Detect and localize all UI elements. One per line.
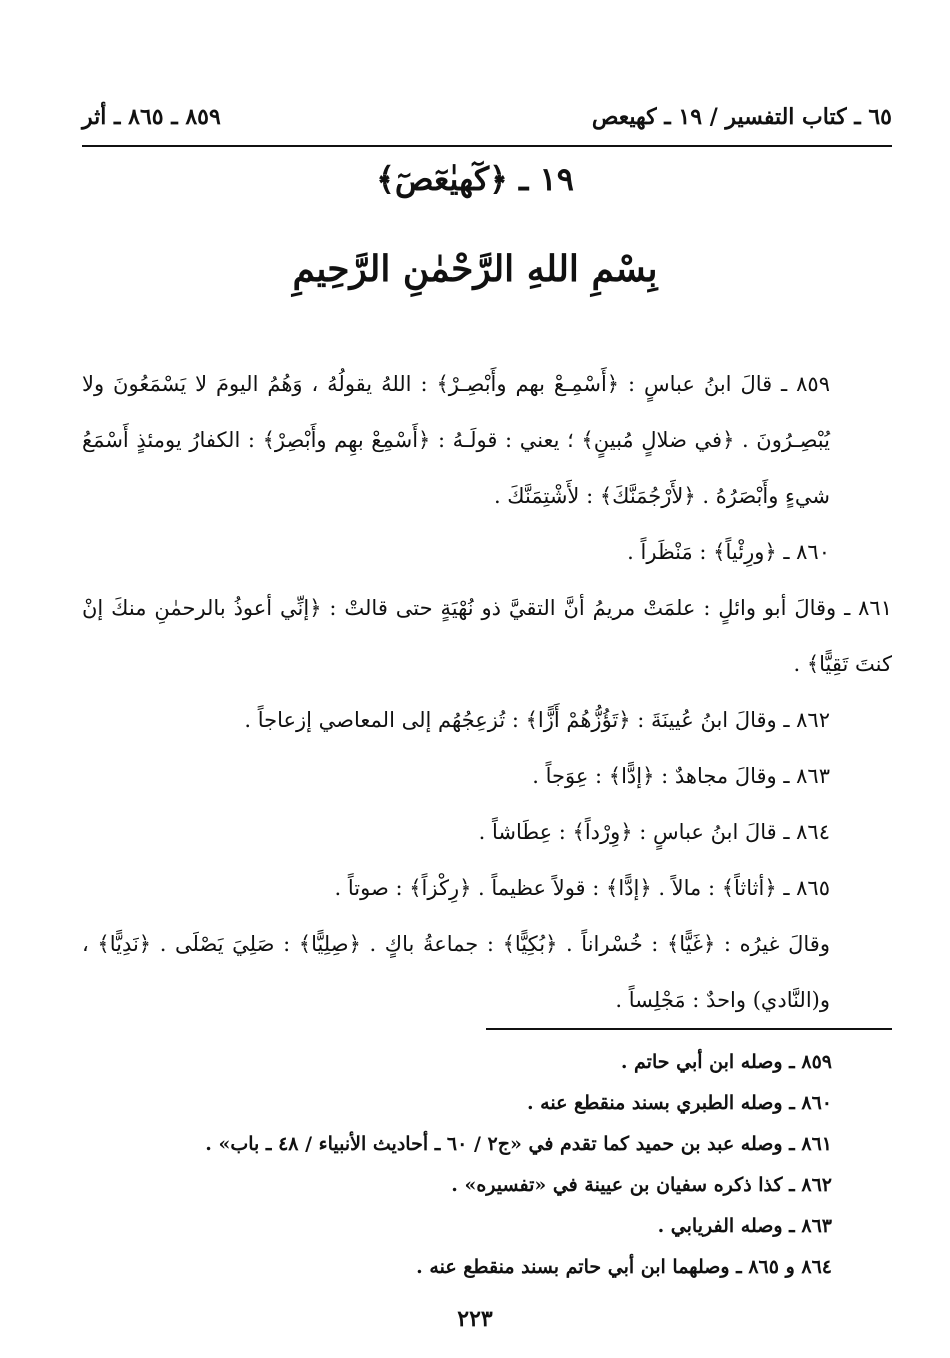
others-commentary: وقالَ غيرُه : ﴿غَيًّا﴾ : خُسْراناً . ﴿بُكِيًّا﴾ : جماعةُ باكٍ . ﴿صِلِيًّا﴾ : صَلِيَ يَصْلَى . ﴿نَدِيًّا﴾ ، و(النَّادي) واحدٌ : مَجْلِساً . bbox=[82, 932, 830, 1012]
athar-861: ٨٦١ ـ وقالَ أبو وائلٍ : علمَتْ مريمُ أنَّ التقيَّ ذو نُهْيَةٍ حتى قالتْ : ﴿إنِّي أعوذُ بالرحمٰنِ منكَ إنْ كنتَ تَقِيًّا﴾ . bbox=[82, 596, 892, 676]
athar-862: ٨٦٢ ـ وقالَ ابنُ عُيينَةَ : ﴿تَؤُزُّهُمْ أَزًّا﴾ : تُزعِجُهُم إلى المعاصي إزعاجاً . bbox=[244, 708, 830, 732]
surah-title: ١٩ ـ ﴿كٓهيٰعٓصٓ﴾ bbox=[376, 160, 574, 198]
footnote-859: ٨٥٩ ـ وصله ابن أبي حاتم . bbox=[620, 1051, 832, 1073]
athar-863: ٨٦٣ ـ وقالَ مجاهدٌ : ﴿إدًّا﴾ : عِوَجاً . bbox=[532, 764, 830, 788]
athar-860: ٨٦٠ ـ ﴿ورِئْياً﴾ : مَنْظَراً . bbox=[627, 540, 830, 564]
footnote-860: ٨٦٠ ـ وصله الطبري بسند منقطع عنه . bbox=[526, 1092, 832, 1114]
header-divider bbox=[82, 145, 892, 147]
footnote-863: ٨٦٣ ـ وصله الفريابي . bbox=[657, 1215, 832, 1237]
running-header bbox=[82, 100, 892, 136]
header-chapter-title: ٦٥ ـ كتاب التفسير / ١٩ ـ كهيعص bbox=[591, 104, 892, 130]
footnotes bbox=[82, 1042, 892, 1288]
footnote-864-865: ٨٦٤ و ٨٦٥ ـ وصلهما ابن أبي حاتم بسند منقطع عنه . bbox=[416, 1256, 832, 1278]
footnote-divider bbox=[486, 1028, 892, 1030]
main-text bbox=[82, 356, 892, 1028]
footnote-861: ٨٦١ ـ وصله عبد بن حميد كما تقدم في «ج٢ / ٦٠ ـ أحاديث الأنبياء / ٤٨ ـ باب» . bbox=[205, 1133, 832, 1155]
footnote-862: ٨٦٢ ـ كذا ذكره سفيان بن عيينة في «تفسيره» . bbox=[451, 1174, 832, 1196]
page-number: ٢٢٣ bbox=[457, 1306, 493, 1332]
basmala: بِسْمِ اللهِ الرَّحْمٰنِ الرَّحِيمِ bbox=[292, 248, 658, 290]
athar-859: ٨٥٩ ـ قالَ ابنُ عباسٍ : ﴿أَسْمِـعْ بهم وأَبْصِـرْ﴾ : اللهُ يقولُهُ ، وَهُمُ اليومَ لا يَسْمَعُونَ ولا يُبْصِـرُونَ . ﴿في ضلالٍ مُبينٍ﴾ ؛ يعني : قولَـهُ : ﴿أَسْمِعْ بهِم وأَبْصِرْ﴾ : الكفارُ يومئذٍ أَسْمَعُ شيءٍ وأَبْصَرُهُ . ﴿لأَرْجُمَنَّكَ﴾ : لأَشْتِمَنَّكَ . bbox=[82, 372, 830, 508]
athar-865: ٨٦٥ ـ ﴿أثاثاً﴾ : مالاً . ﴿إدًّا﴾ : قولاً عظيماً . ﴿رِكْزاً﴾ : صوتاً . bbox=[334, 876, 830, 900]
header-athar-range: ٨٥٩ ـ ٨٦٥ ـ أثر bbox=[82, 104, 221, 130]
athar-864: ٨٦٤ ـ قالَ ابنُ عباسٍ : ﴿وِرْداً﴾ : عِطَاشاً . bbox=[478, 820, 830, 844]
